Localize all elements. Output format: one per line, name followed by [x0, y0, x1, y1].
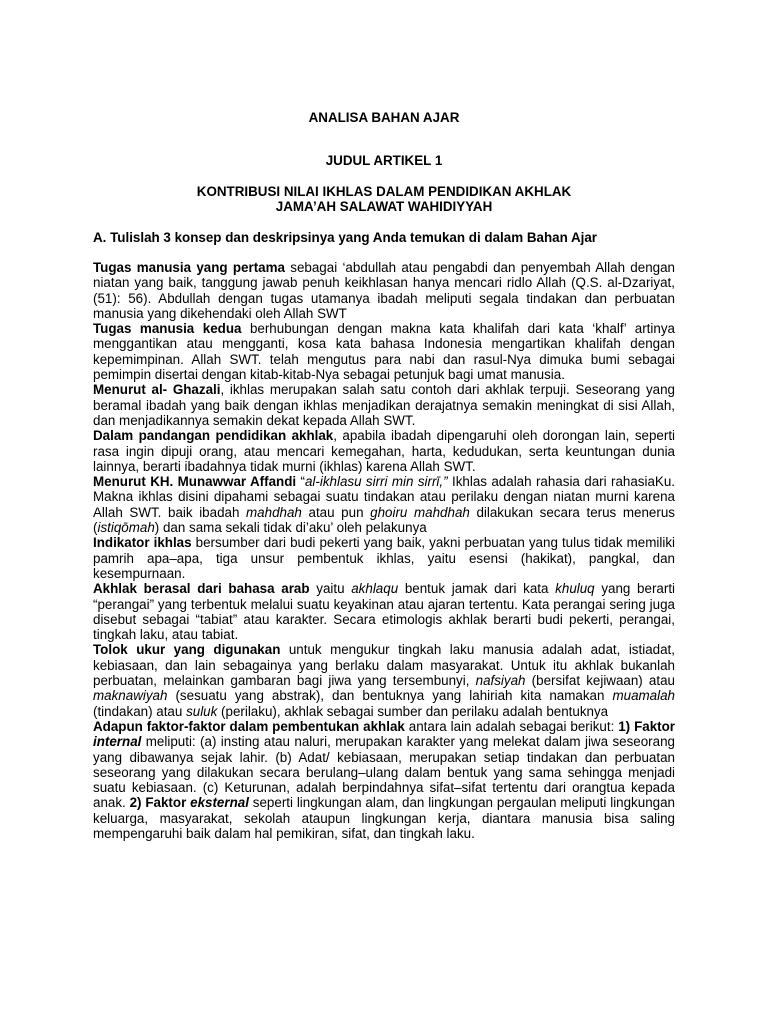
bold-term: 2) Faktor — [129, 795, 191, 811]
paragraph-text: (perilaku), akhlak sebagai sumber dan perilaku adalah bentuknya — [217, 703, 609, 719]
section-heading: A. Tulislah 3 konsep dan deskripsinya yang Anda temukan di dalam Bahan Ajar — [93, 230, 598, 245]
paragraph-text: bersumber dari budi pekerti yang baik, yakni perbuatan yang tulus tidak memiliki pamrih apa–apa, tiga unsur pembentuk ikhlas, yaitu esensi (hakikat), pangkal, dan kesempurnaan. — [93, 535, 675, 581]
paragraph-text: , apabila ibadah dipengaruhi oleh dorongan lain, seperti rasa ingin dipuji orang, atau mencari kemegahan, harta, kedudukan, serta keuntungan dunia lainnya, berarti ibadahnya tidak murni (ikhlas) karena Allah SWT. — [93, 428, 676, 474]
paragraph-lead: Tugas manusia yang pertama — [93, 260, 285, 275]
paragraph-lead: Tolok ukur yang digunakan — [93, 642, 281, 658]
article-title-line-2: JAMA’AH SALAWAT WAHIDIYYAH — [275, 199, 493, 214]
bold-italic-term: internal — [93, 734, 142, 750]
paragraph-text: sebagai ‘abdullah atau pengabdi dan penyembah Allah dengan niatan yang baik, tanggung jawab penuh keikhlasan hanya mencari ridlo Allah (Q.S. al-Dzariyat, (51): 56). Abdullah dengan tugas utamanya ibadah meliputi segala tindakan dan perbuatan manusia yang dikehendaki oleh Allah SWT — [93, 260, 675, 321]
paragraph-lead: Adapun faktor-faktor dalam pembentukan akhlak — [93, 718, 405, 734]
paragraph-pendidikan-akhlak — [93, 428, 675, 474]
paragraph-text: antara lain adalah sebagai berikut: — [404, 718, 619, 734]
bold-italic-term: eksternal — [190, 795, 249, 811]
paragraph-text: “ — [296, 474, 305, 490]
paragraph-tugas-pertama — [93, 260, 675, 321]
paragraph-text: meliputi: (a) insting atau naluri, merupakan karakter yang melekat dalam jiwa seseorang yang dibawanya sejak lahir. (b) Adat/ kebiasaan, merupakan setiap tindakan dan perbuatan seseorang yang dilakukan secara berulang–ulang dalam bentuk yang sama sehingga menjadi suatu kebiasaan. (c) Keturunan, adalah berpindahnya sifat–sifat tertentu dari orangtua kepada anak. — [93, 734, 675, 811]
paragraph-text: ) dan sama sekali tidak di’aku’ oleh pelakunya — [154, 520, 427, 536]
italic-term: khuluq — [555, 581, 595, 597]
paragraph-text: dilakukan secara terus menerus ( — [93, 504, 675, 536]
bold-term: 1) Faktor — [618, 718, 675, 734]
paragraph-lead: Akhlak berasal dari bahasa arab — [93, 581, 310, 597]
paragraph-text: yang berarti “perangai” yang terbentuk melalui suatu keyakinan atau ajaran tertentu. Kata perangai sering juga disebut sebagai “tabiat” atau karakter. Secara etimologis akhlak berarti budi pekerti, perangai, tingkah laku, atau tabiat. — [93, 581, 676, 643]
article-title-line-1: KONTRIBUSI NILAI IKHLAS DALAM PENDIDIKAN AKHLAK — [196, 184, 572, 199]
italic-term: mahdhah — [246, 504, 302, 520]
paragraph-text: (tindakan) atau — [93, 703, 187, 719]
document-title: ANALISA BAHAN AJAR — [308, 110, 460, 125]
paragraph-text: (bersifat kejiwaan) atau — [525, 673, 675, 689]
paragraph-text: , ikhlas merupakan salah satu contoh dari akhlak terpuji. Seseorang yang beramal ibadah yang baik dengan ikhlas menjadikan derajatnya semakin meningkat di sisi Allah, dan menjadikannya semakin dekat kepada Allah SWT. — [93, 382, 675, 428]
paragraph-text: yaitu — [309, 581, 352, 597]
italic-term: nafsiyah — [475, 673, 526, 689]
italic-term: maknawiyah — [93, 688, 168, 704]
paragraph-lead: Menurut KH. Munawwar Affandi — [93, 474, 297, 490]
paragraph-indikator-ikhlas — [93, 535, 675, 581]
paragraph-text: Ikhlas adalah rahasia dari rahasiaKu. Makna ikhlas disini dipahami sebagai suatu tindakan atau perilaku dengan niatan murni karena Allah SWT. baik ibadah — [93, 474, 675, 520]
paragraph-faktor-pembentukan — [93, 719, 675, 841]
article-heading — [93, 184, 675, 214]
italic-term: akhlaqu — [351, 581, 399, 597]
italic-term: istiqōmah — [97, 520, 155, 536]
paragraph-munawwar-affandi — [93, 474, 675, 535]
italic-term: muamalah — [612, 688, 675, 704]
paragraph-text: berhubungan dengan makna kata khalifah dari kata ‘khalf’ artinya menggantikan atau mengganti, kosa kata bahasa Indonesia mengartikan khalifah dengan kepemimpinan. Allah SWT. telah mengutus para nabi dan rasul-Nya dimuka bumi sebagai pemimpin disertai dengan kitab-kitab-Nya sebagai petunjuk bagi umat manusia. — [93, 321, 675, 383]
italic-term: al-ikhlasu sirri min sirrī,” — [304, 474, 448, 490]
paragraph-al-ghazali — [93, 382, 675, 428]
article-label: JUDUL ARTIKEL 1 — [325, 153, 443, 168]
paragraph-akhlak-bahasa-arab — [93, 581, 675, 642]
paragraph-text: seperti lingkungan alam, dan lingkungan pergaulan meliputi lingkungan keluarga, masyarakat, sekolah ataupun lingkungan kerja, diantara manusia bisa saling mempengaruhi baik dalam hal pemikiran, sifat, dan tingkah laku. — [93, 795, 675, 841]
paragraph-lead: Indikator ikhlas — [93, 535, 192, 551]
paragraph-lead: Menurut al- Ghazali — [93, 382, 221, 398]
paragraph-lead: Tugas manusia kedua — [93, 321, 242, 337]
paragraph-text: untuk mengukur tingkah laku manusia adalah adat, istiadat, kebiasaan, dan lain sebagainya yang berlaku dalam masyarakat. Untuk itu akhlak bukanlah perbuatan, melainkan gambaran bagi jiwa yang tersembunyi, — [93, 642, 675, 689]
paragraph-text: bentuk jamak dari kata — [398, 581, 556, 597]
italic-term: suluk — [186, 703, 218, 719]
paragraph-lead: Dalam pandangan pendidikan akhlak — [93, 428, 334, 444]
paragraph-tugas-kedua — [93, 321, 675, 382]
paragraph-tolok-ukur — [93, 642, 675, 718]
concept-paragraphs — [93, 260, 675, 841]
italic-term: ghoiru mahdhah — [370, 504, 470, 520]
paragraph-text: atau pun — [301, 504, 371, 520]
paragraph-text: (sesuatu yang abstrak), dan bentuknya yang lahiriah kita namakan — [167, 688, 613, 704]
